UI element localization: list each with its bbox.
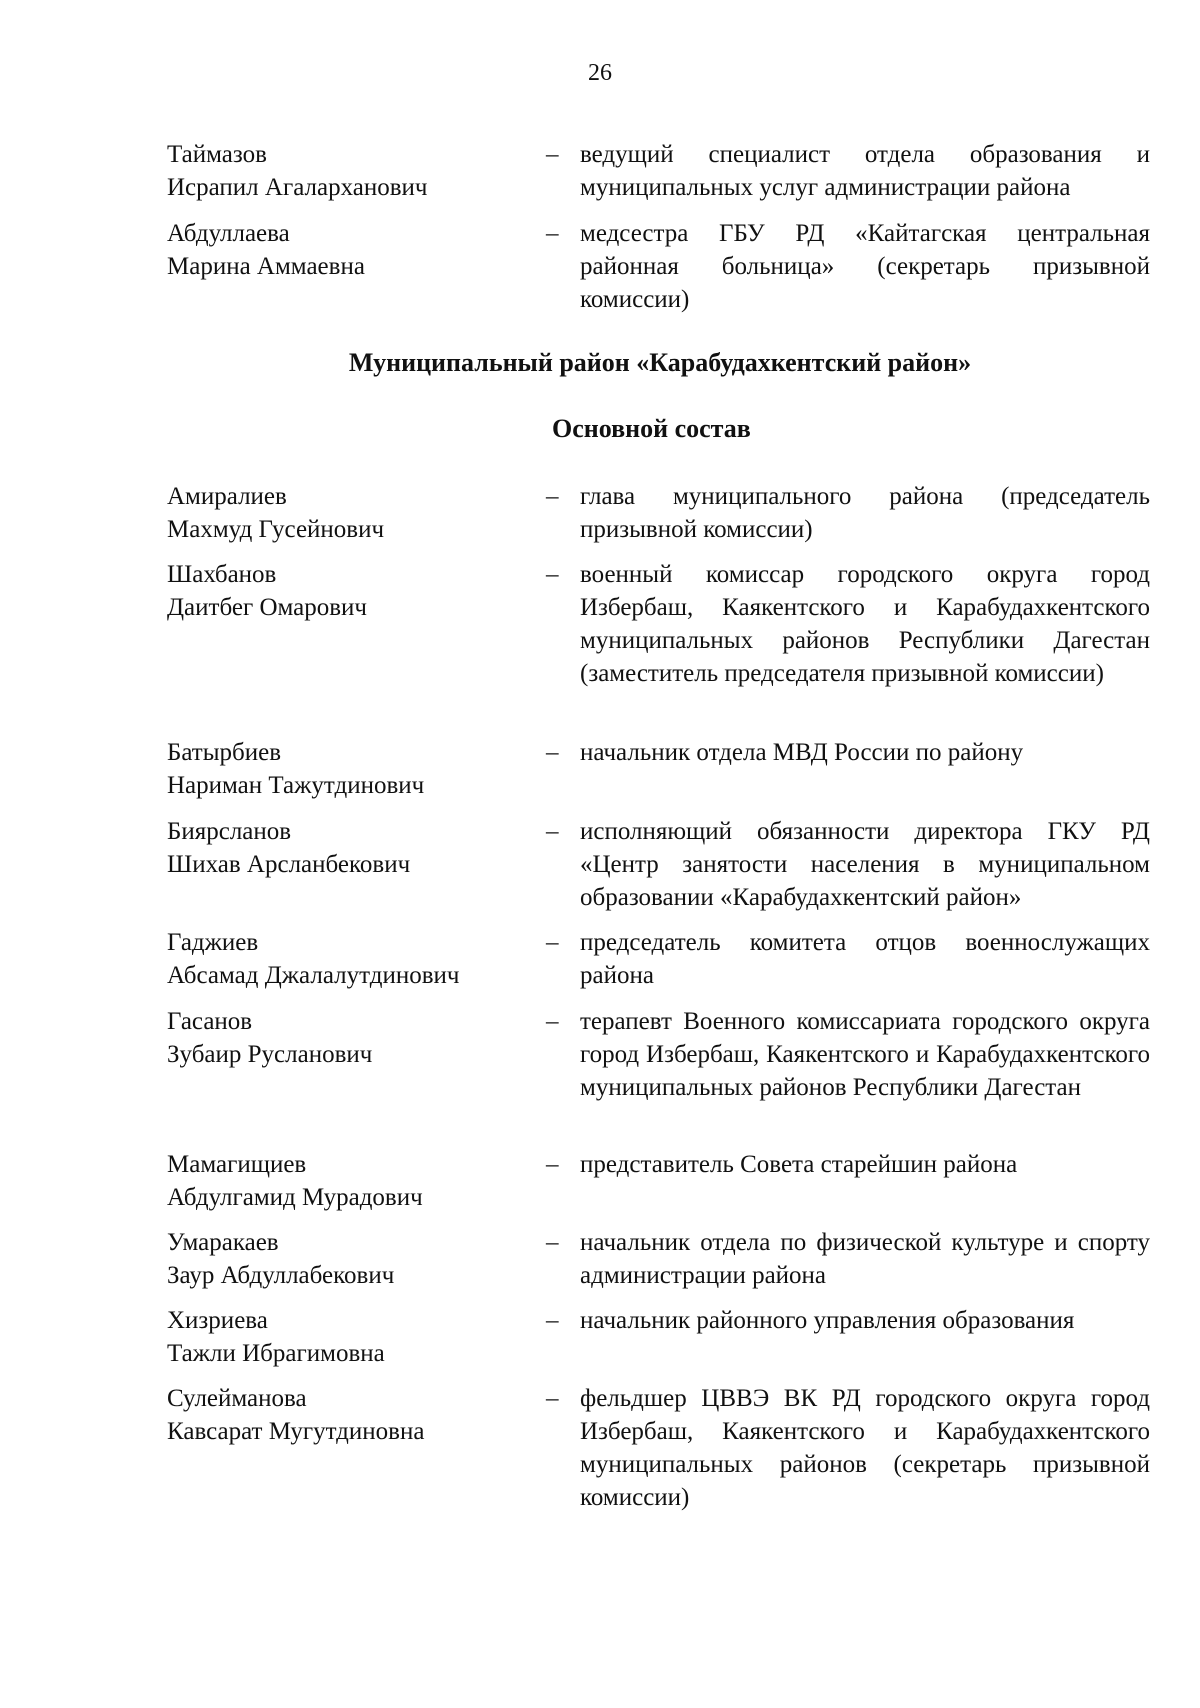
dash-separator: – bbox=[546, 1008, 559, 1035]
member-surname: Сулейманова bbox=[167, 1385, 307, 1412]
member-role: терапевт Военного комиссариата городского округа город Избербаш, Каякентского и Карабудахкентского муниципальных районов Республики Дагестан bbox=[580, 1008, 1150, 1101]
member-role: военный комиссар городского округа город Избербаш, Каякентского и Карабудахкентского муниципальных районов Республики Дагестан (заместитель председателя призывной комиссии) bbox=[580, 561, 1150, 687]
member-given-name: Заур Абдуллабекович bbox=[167, 1262, 395, 1289]
member-name bbox=[167, 217, 527, 283]
dash-separator: – bbox=[546, 1151, 559, 1178]
member-surname: Батырбиев bbox=[167, 739, 282, 766]
member-role: представитель Совета старейшин района bbox=[580, 1151, 1018, 1178]
member-given-name: Шихав Арсланбекович bbox=[167, 851, 411, 878]
member-role: начальник отдела по физической культуре и спорту администрации района bbox=[580, 1229, 1150, 1289]
member-surname: Биярсланов bbox=[167, 818, 292, 845]
dash-separator: – bbox=[546, 929, 559, 956]
member-surname: Абдуллаева bbox=[167, 220, 290, 247]
member-given-name: Исрапил Агаларханович bbox=[167, 174, 428, 201]
dash-separator: – bbox=[546, 483, 559, 510]
dash-separator: – bbox=[546, 1307, 559, 1334]
member-name bbox=[167, 138, 527, 204]
dash-separator: – bbox=[546, 1229, 559, 1256]
member-given-name: Абсамад Джалалутдинович bbox=[167, 962, 460, 989]
member-surname: Амиралиев bbox=[167, 483, 287, 510]
subsection-heading: Основной состав bbox=[552, 414, 751, 443]
member-name bbox=[167, 736, 527, 802]
member-name bbox=[167, 1005, 527, 1071]
dash-separator: – bbox=[546, 141, 559, 168]
page-number: 26 bbox=[588, 60, 612, 86]
member-name bbox=[167, 1382, 527, 1448]
member-given-name: Тажли Ибрагимовна bbox=[167, 1340, 385, 1367]
member-name bbox=[167, 558, 527, 624]
section-heading: Муниципальный район «Карабудахкентский район» bbox=[348, 348, 972, 377]
member-surname: Гасанов bbox=[167, 1008, 253, 1035]
member-given-name: Даитбег Омарович bbox=[167, 594, 367, 621]
dash-separator: – bbox=[546, 561, 559, 588]
member-surname: Шахбанов bbox=[167, 561, 277, 588]
member-role: медсестра ГБУ РД «Кайтагская центральная районная больница» (секретарь призывной комиссии) bbox=[580, 220, 1150, 313]
member-name bbox=[167, 1226, 527, 1292]
member-role: начальник отдела МВД России по району bbox=[580, 739, 1024, 766]
member-surname: Умаракаев bbox=[167, 1229, 279, 1256]
member-name bbox=[167, 926, 527, 992]
dash-separator: – bbox=[546, 818, 559, 845]
member-role: ведущий специалист отдела образования и муниципальных услуг администрации района bbox=[580, 141, 1150, 201]
member-role: начальник районного управления образования bbox=[580, 1307, 1075, 1334]
member-surname: Хизриева bbox=[167, 1307, 268, 1334]
member-surname: Мамагищиев bbox=[167, 1151, 307, 1178]
member-given-name: Абдулгамид Мурадович bbox=[167, 1184, 423, 1211]
member-name bbox=[167, 1304, 527, 1370]
member-given-name: Махмуд Гусейнович bbox=[167, 516, 385, 543]
member-role: председатель комитета отцов военнослужащих района bbox=[580, 929, 1150, 989]
member-role: глава муниципального района (председатель призывной комиссии) bbox=[580, 483, 1150, 543]
member-name bbox=[167, 815, 527, 881]
member-role: фельдшер ЦВВЭ ВК РД городского округа город Избербаш, Каякентского и Карабудахкентского муниципальных районов (секретарь призывной комиссии) bbox=[580, 1385, 1150, 1511]
member-given-name: Зубаир Русланович bbox=[167, 1041, 373, 1068]
member-role: исполняющий обязанности директора ГКУ РД «Центр занятости населения в муниципальном образовании «Карабудахкентский район» bbox=[580, 818, 1150, 911]
member-surname: Таймазов bbox=[167, 141, 267, 168]
dash-separator: – bbox=[546, 220, 559, 247]
member-given-name: Нариман Тажутдинович bbox=[167, 772, 425, 799]
dash-separator: – bbox=[546, 739, 559, 766]
dash-separator: – bbox=[546, 1385, 559, 1412]
member-given-name: Кавсарат Мугутдиновна bbox=[167, 1418, 425, 1445]
member-given-name: Марина Аммаевна bbox=[167, 253, 365, 280]
member-name bbox=[167, 1148, 527, 1214]
member-surname: Гаджиев bbox=[167, 929, 259, 956]
member-name bbox=[167, 480, 527, 546]
